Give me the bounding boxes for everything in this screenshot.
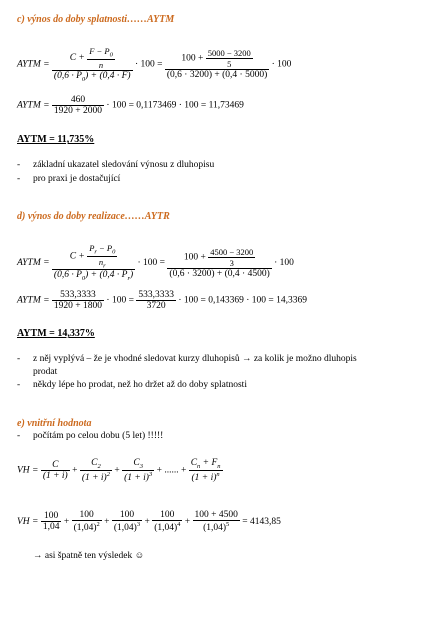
calc-numerator: 460 <box>70 95 86 105</box>
calc-numerator-2: 533,3333 <box>138 290 174 300</box>
aytm-lhs: AYTM = <box>17 59 50 70</box>
numeric-inner-fraction <box>206 48 253 69</box>
note-wrong-result: → asi špatně ten výsledek ☺ <box>33 551 145 561</box>
calc-denominator-2: 3720 <box>136 300 176 311</box>
vh-term-1 <box>41 460 70 481</box>
result-aytm-c: AYTM = 11,735% <box>17 134 95 145</box>
term-den: (1,04) <box>203 523 227 534</box>
sub-r: r <box>103 262 106 270</box>
sub-r: r <box>94 248 97 256</box>
term-den: (1 + i) <box>42 471 68 482</box>
aytm-main-fraction <box>52 46 133 83</box>
calc-fraction <box>52 95 104 116</box>
aytr-formula-d <box>17 243 294 282</box>
aytm-lhs: AYTM = <box>17 100 50 111</box>
section-c-heading: c) výnos do doby splatnosti……AYTM <box>17 14 175 25</box>
sub-zero: 0 <box>112 248 116 256</box>
calc-result: · 100 = 0,1173469 · 100 = 11,73469 <box>106 100 244 111</box>
sub-r: r <box>127 275 130 283</box>
vh-result: = 4143,85 <box>242 516 281 527</box>
exponent: 5 <box>226 521 230 528</box>
term-den: (1 + i) <box>81 473 107 484</box>
term-num: 100 <box>79 510 94 520</box>
minus-p: − P <box>96 243 113 253</box>
term-num: 100 <box>160 510 175 520</box>
coupon-term: C + <box>69 251 85 262</box>
bullet-d-1: - z něj vyplývá – že je vhodné sledovat kurzy dluhopisů → za kolik je možno dluhopis <box>17 354 357 364</box>
term-den: (1,04) <box>154 523 178 534</box>
den-c: ) <box>129 270 134 281</box>
calc-term-4 <box>152 510 182 533</box>
term-num: C <box>190 458 198 468</box>
times-hundred-tail: · 100 <box>271 59 292 70</box>
hundred-plus: 100 + <box>181 53 204 64</box>
sub-index: 3 <box>139 462 143 470</box>
sub-index: n <box>197 462 201 470</box>
calc-denominator: 1920 + 2000 <box>53 106 103 116</box>
vh-term-3 <box>122 458 154 483</box>
times-hundred: · 100 = <box>106 295 134 306</box>
den-b: ) + (0,4 · P <box>85 270 128 281</box>
vh-calc: VH = $\frac{100}{1,04}$ + $\frac{100}{(1,04)^2}$ + $\frac{100}{(1,04)^3}$ + $\frac{100}{(1,04)^4}$ + $\frac{100 + 4500}{(1,04)^5}$ = 4143,85 <box>17 510 281 534</box>
coupon-term: C + <box>69 53 85 64</box>
exponent: n <box>216 470 220 478</box>
exponent: 2 <box>106 470 110 478</box>
vh-lhs: VH = <box>17 516 39 527</box>
price-diff-fraction <box>87 243 117 269</box>
term-den: 1,04 <box>42 522 60 533</box>
aytm-lhs: AYTM = <box>17 257 50 268</box>
term-den: (1 + i) <box>124 473 149 484</box>
bullet-text: pro praxi je dostačující <box>33 174 121 184</box>
sub-zero: 0 <box>81 75 86 83</box>
aytm-calc-c <box>17 95 244 116</box>
bullet-text: počítám po celou dobu (5 let) !!!!! <box>33 431 164 441</box>
inner-bottom: 3 <box>208 257 255 268</box>
bullet-c-2: - pro praxi je dostačující <box>17 174 121 184</box>
aytm-numeric-fraction <box>165 48 269 80</box>
calc-numerator: 533,3333 <box>60 290 96 300</box>
bullet-e-1: - počítám po celou dobu (5 let) !!!!! <box>17 431 164 441</box>
denominator-b: ) + (0,4 · F) <box>85 70 131 81</box>
inner-top: 5000 − 3200 <box>207 48 251 59</box>
plus-f: + F <box>200 458 218 468</box>
calc-term-1 <box>41 511 62 532</box>
face-minus-price: F − P <box>89 46 110 56</box>
result-aytm-d: AYTM = 14,337% <box>17 328 95 339</box>
term-num: 100 + 4500 <box>194 510 238 520</box>
inner-bottom: 5 <box>206 58 253 69</box>
calc-result: · 100 = 0,143369 · 100 = 14,3369 <box>178 295 307 306</box>
sub-index: 2 <box>97 462 101 470</box>
bullet-text: z něj vyplývá – že je vhodné sledovat kurzy dluhopisů → za kolik je možno dluhopis <box>33 354 357 364</box>
numeric-denominator: (0,6 · 3200) + (0,4 · 4500) <box>169 268 270 279</box>
calc-term-2 <box>72 510 102 533</box>
times-hundred: · 100 = <box>137 257 166 268</box>
sub-zero: 0 <box>109 51 113 59</box>
years-n: n <box>98 256 104 267</box>
vh-lhs: VH = <box>17 465 39 476</box>
section-e-heading: e) vnitřní hodnota <box>17 418 92 429</box>
times-hundred: · 100 = <box>134 59 163 70</box>
exponent: 3 <box>136 521 141 528</box>
term-num: C <box>91 458 98 468</box>
term-num: C <box>52 460 59 471</box>
term-num: C <box>133 458 140 468</box>
term-den: (1,04) <box>113 523 137 534</box>
calc-fraction-1 <box>52 290 104 311</box>
term-num: 100 <box>119 510 135 520</box>
calc-term-5 <box>193 510 240 533</box>
aytr-main-fraction <box>52 243 135 282</box>
aytm-formula-c <box>17 46 291 83</box>
vh-formula: VH = $\frac{C}{(1 + i)}$ + $\frac{C_2}{(1 + i)^2}$ + $\frac{C_3}{(1 + i)^3}$ + ...... + $\frac{C_n + F_n}{(1 + i)^n}$ <box>17 458 221 484</box>
sub-zero: 0 <box>81 275 86 283</box>
times-hundred-tail: · 100 <box>274 257 294 268</box>
calc-term-3 <box>112 510 142 533</box>
aytr-numeric-fraction <box>167 247 271 279</box>
bullet-text: základní ukazatel sledování výnosu z dluhopisu <box>33 160 215 170</box>
bullet-d-2: - někdy lépe ho prodat, než ho držet až do doby splatnosti <box>17 380 247 390</box>
years-n: n <box>87 59 115 70</box>
term-num: 100 <box>44 511 59 522</box>
price-r: P <box>89 243 95 253</box>
denominator-a: (0,6 · P <box>53 70 82 81</box>
exponent: 2 <box>96 521 100 528</box>
inner-top: 4500 − 3200 <box>210 246 254 257</box>
exponent: 4 <box>177 521 181 528</box>
sub-index: n <box>217 462 221 470</box>
term-den: (1,04) <box>73 523 97 534</box>
bullet-c-1: - základní ukazatel sledování výnosu z dluhopisu <box>17 160 215 170</box>
exponent: 3 <box>148 470 153 478</box>
calc-fraction-2 <box>136 290 176 311</box>
bullet-d-1-cont: prodat <box>33 367 58 377</box>
aytr-calc-d <box>17 290 307 311</box>
aytm-lhs: AYTM = <box>17 295 50 306</box>
hundred-plus: 100 + <box>183 252 206 263</box>
ellipsis: + ...... + <box>156 465 187 476</box>
numeric-inner-fraction <box>208 247 255 268</box>
bullet-text: někdy lépe ho prodat, než ho držet až do doby splatnosti <box>33 380 247 390</box>
den-a: (0,6 · P <box>53 270 82 281</box>
vh-term-n <box>189 458 223 483</box>
calc-denominator: 1920 + 1800 <box>53 301 103 311</box>
term-den: (1 + i) <box>191 473 217 484</box>
vh-term-2 <box>80 458 112 483</box>
section-d-heading: d) výnos do doby realizace……AYTR <box>17 211 170 222</box>
price-diff-fraction <box>87 46 115 70</box>
numeric-denominator: (0,6 · 3200) + (0,4 · 5000) <box>166 70 268 81</box>
